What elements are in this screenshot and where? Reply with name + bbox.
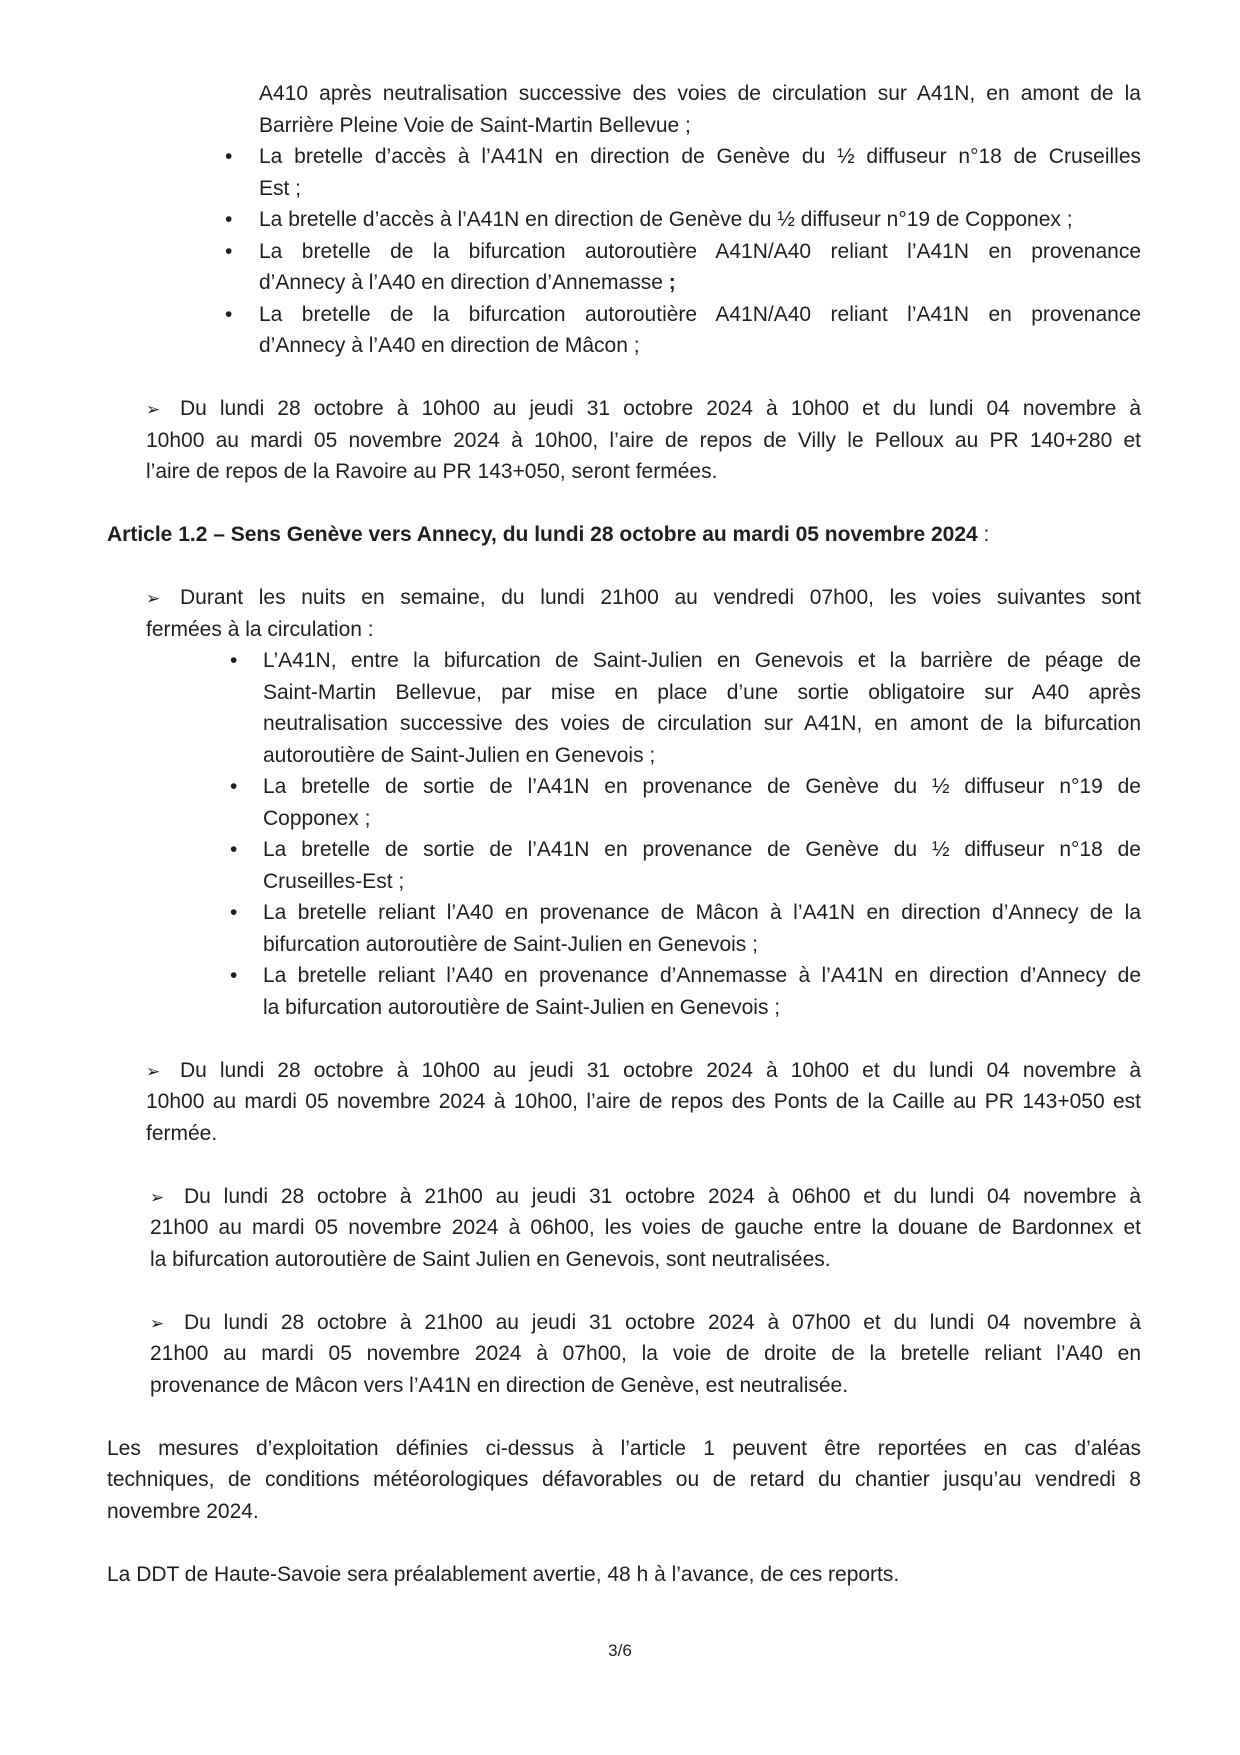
- list-bullet-icon: •: [225, 145, 233, 168]
- list-bullet-icon: •: [225, 208, 233, 231]
- closure-list-article-1-1: [0, 78, 1141, 362]
- arrow-bullet-icon: ➢: [146, 589, 161, 609]
- list-item: [230, 645, 1141, 771]
- arrow-bullet-icon: ➢: [146, 400, 161, 420]
- text-line: A410 après neutralisation successive des voies de circulation sur A41N, en amont de la: [259, 82, 1141, 105]
- notice-ponts-de-la-caille: [0, 1055, 1141, 1150]
- text-line: La bretelle de sortie de l’A41N en provenance de Genève du ½ diffuseur n°18 de: [263, 838, 1141, 861]
- text-line: fermée.: [146, 1121, 218, 1145]
- article-heading: [0, 519, 1141, 551]
- text-line: [150, 1307, 1141, 1339]
- text-line: provenance de Mâcon vers l’A41N en direction de Genève, est neutralisée.: [150, 1373, 849, 1397]
- list-bullet-icon: •: [225, 302, 233, 326]
- list-bullet-icon: •: [230, 901, 238, 924]
- text-line: La bretelle reliant l’A40 en provenance de Mâcon à l’A41N en direction d’Annecy de la: [263, 901, 1141, 924]
- text-line: l’aire de repos de la Ravoire au PR 143+050, seront fermées.: [146, 460, 718, 483]
- text-line: la bifurcation autoroutière de Saint Julien en Genevois, sont neutralisées.: [150, 1247, 831, 1271]
- text-fragment: Durant les nuits en semaine, du lundi 21h00 au vendredi 07h00, les voies suivantes sont: [180, 586, 1141, 609]
- night-closures-intro: [0, 582, 1141, 645]
- text-line: bifurcation autoroutière de Saint-Julien en Genevois ;: [263, 932, 758, 956]
- text-line: la bifurcation autoroutière de Saint-Julien en Genevois ;: [263, 995, 781, 1019]
- list-bullet-icon: •: [230, 838, 238, 861]
- text-line: La bretelle de la bifurcation autoroutière A41N/A40 reliant l’A41N en provenance: [259, 239, 1141, 263]
- text-line: Cruseilles-Est ;: [263, 869, 405, 893]
- list-item: [225, 141, 1141, 204]
- list-bullet-icon: •: [230, 775, 238, 798]
- text-line: [146, 393, 1141, 425]
- bold-semicolon: ;: [668, 271, 676, 294]
- list-bullet-icon: •: [225, 239, 233, 263]
- text-line: Barrière Pleine Voie de Saint-Martin Bellevue ;: [259, 113, 691, 137]
- text-fragment: Du lundi 28 octobre à 10h00 au jeudi 31 octobre 2024 à 10h00 et du lundi 04 novembre à: [180, 1058, 1141, 1082]
- page-number: 3/6: [608, 1641, 632, 1660]
- text-line: La bretelle d’accès à l’A41N en direction de Genève du ½ diffuseur n°19 de Copponex ;: [259, 208, 1073, 231]
- list-bullet-icon: •: [230, 649, 238, 672]
- article-heading-suffix: :: [977, 523, 990, 546]
- text-line: La bretelle de la bifurcation autoroutière A41N/A40 reliant l’A41N en provenance: [259, 302, 1141, 326]
- text-line: 10h00 au mardi 05 novembre 2024 à 10h00, l’aire de repos de Villy le Pelloux au PR 140+280 et: [146, 428, 1141, 452]
- list-item: [225, 299, 1141, 362]
- text-fragment: Du lundi 28 octobre à 10h00 au jeudi 31 octobre 2024 à 10h00 et du lundi 04 novembre à: [180, 397, 1141, 420]
- postponement-paragraph: [0, 1433, 1141, 1528]
- text-line: La bretelle reliant l’A40 en provenance d’Annemasse à l’A41N en direction d’Annecy de: [263, 964, 1141, 987]
- text-line: Copponex ;: [263, 806, 371, 830]
- text-line: novembre 2024.: [107, 1499, 259, 1523]
- list-item: [225, 236, 1141, 299]
- notice-left-lanes: [0, 1181, 1141, 1276]
- text-line: 10h00 au mardi 05 novembre 2024 à 10h00, l’aire de repos des Ponts de la Caille au PR 143+050 est: [146, 1090, 1141, 1113]
- list-item-continued: [259, 78, 1141, 141]
- list-item: [230, 960, 1141, 1023]
- text-line: 21h00 au mardi 05 novembre 2024 à 06h00, les voies de gauche entre la douane de Bardonnex et: [150, 1216, 1141, 1239]
- text-line: [146, 1055, 1141, 1087]
- text-line: fermées à la circulation :: [146, 617, 374, 641]
- arrow-bullet-icon: ➢: [150, 1313, 165, 1334]
- list-item: [225, 204, 1141, 236]
- article-heading-title: Article 1.2 – Sens Genève vers Annecy, du lundi 28 octobre au mardi 05 novembre 2024: [107, 523, 978, 546]
- list-item: [230, 771, 1141, 834]
- text-line: La bretelle d’accès à l’A41N en direction de Genève du ½ diffuseur n°18 de Cruseilles: [259, 145, 1141, 168]
- text-fragment: d’Annecy à l’A40 en direction d’Annemasse: [259, 271, 669, 294]
- arrow-bullet-icon: ➢: [146, 1061, 161, 1082]
- list-item: [230, 834, 1141, 897]
- text-line: L’A41N, entre la bifurcation de Saint-Julien en Genevois et la barrière de péage de: [263, 649, 1141, 672]
- text-line: 21h00 au mardi 05 novembre 2024 à 07h00, la voie de droite de la bretelle reliant l’A40 en: [150, 1342, 1141, 1365]
- text-line: autoroutière de Saint-Julien en Genevois ;: [263, 743, 656, 767]
- closure-list-article-1-2: [0, 645, 1141, 1023]
- text-line: [259, 267, 1141, 299]
- ddt-notice: La DDT de Haute-Savoie sera préalablement avertie, 48 h à l’avance, de ces reports.: [107, 1562, 900, 1586]
- text-line: Est ;: [259, 176, 302, 200]
- page-body: [0, 78, 1141, 1590]
- text-line: [150, 1181, 1141, 1213]
- text-line: techniques, de conditions météorologiques défavorables ou de retard du chantier jusqu’au vendredi 8: [107, 1468, 1141, 1491]
- text-fragment: Du lundi 28 octobre à 21h00 au jeudi 31 octobre 2024 à 06h00 et du lundi 04 novembre à: [184, 1184, 1141, 1208]
- text-line: La bretelle de sortie de l’A41N en provenance de Genève du ½ diffuseur n°19 de: [263, 775, 1141, 798]
- notice-right-lane: [0, 1307, 1141, 1402]
- text-line: Saint-Martin Bellevue, par mise en place d’une sortie obligatoire sur A40 après: [263, 680, 1141, 704]
- notice-rest-areas: [0, 393, 1141, 488]
- text-line: neutralisation successive des voies de circulation sur A41N, en amont de la bifurcation: [263, 712, 1141, 735]
- text-line: d’Annecy à l’A40 en direction de Mâcon ;: [259, 334, 640, 357]
- list-item: [230, 897, 1141, 960]
- list-bullet-icon: •: [230, 964, 238, 987]
- text-fragment: Du lundi 28 octobre à 21h00 au jeudi 31 octobre 2024 à 07h00 et du lundi 04 novembre à: [184, 1310, 1141, 1334]
- text-line: [146, 582, 1141, 614]
- text-line: Les mesures d’exploitation définies ci-dessus à l’article 1 peuvent être reportées en cas d’aléas: [107, 1436, 1141, 1460]
- arrow-bullet-icon: ➢: [150, 1187, 165, 1208]
